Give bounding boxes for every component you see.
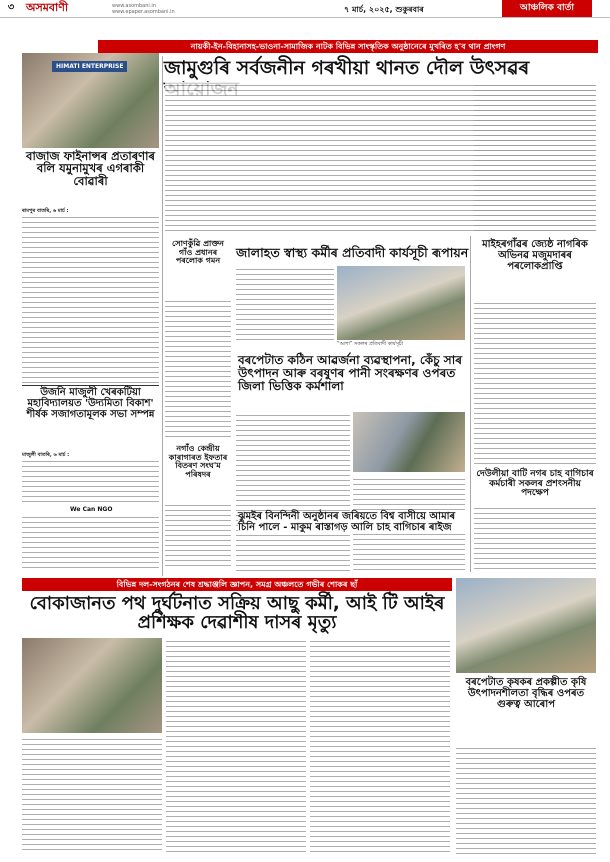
bihu-headline: ঝুমইৰ বিনন্দিনী অনুষ্ঠানৰ জৰিয়তে বিশ্ব বাসীয়ে আমাৰ চিনি পালে - মাকুম ৰাস্তাগড় আলি চাহ বাগিচাৰ ৰাইজ bbox=[238, 512, 466, 534]
left-byline-2: মাজুলী বাতৰি, ৬ মাৰ্চ : bbox=[22, 452, 70, 458]
bottom-headline: বোকাজানত পথ দুৰ্ঘটনাত সক্ৰিয় আছু কৰ্মী, আই টি আইৰ প্ৰশিক্ষক দেৱাশীষ দাসৰ মৃত্যু bbox=[29, 593, 445, 634]
left-headline-2: উজনি মাজুলী খেৰকটিয়া মহাবিদ্যালয়ত 'উদ্যমিতা বিকাশ' শীৰ্ষক সজাগতামূলক সভা সম্পন্ন bbox=[26, 387, 155, 420]
bottom-right-headline: বৰপেটাত কৃষকৰ প্ৰকল্পীত কৃষি উৎপাদনশীলতা বৃদ্ধিৰ ওপৰত গুৰুত্ব আৰোপ bbox=[465, 677, 587, 710]
protest-photo bbox=[337, 266, 465, 340]
right-headline-2: দেউলীয়া বাটি নগৰ চাহ বাগিচাৰ কৰ্মচাৰী সকলৰ প্ৰশংসনীয় পদক্ষেপ bbox=[474, 470, 596, 499]
crop-photo bbox=[456, 578, 596, 673]
right-headline-1: মাইহৰগাঁৱৰ জ্যেষ্ঠ নাগৰিক অভিনৱ মজুমদাৰৰ পৰলোকপ্ৰাপ্তি bbox=[474, 240, 596, 272]
column-rule bbox=[470, 236, 471, 572]
bottom-right-body bbox=[456, 745, 596, 854]
left-byline-1: ৰামপুৰ বাতৰি, ৬ মাৰ্চ : bbox=[22, 208, 69, 214]
right-body-top bbox=[474, 82, 596, 232]
section-title: আঞ্চলিক বাৰ্তা bbox=[502, 0, 592, 17]
lead-headline: জামুগুৰি সৰ্বজনীন গৰখীয়া থানত দৌল উৎসৱৰ bbox=[164, 57, 530, 79]
bottom-body-3 bbox=[310, 638, 450, 854]
inline-english-text: We Can NGO bbox=[70, 506, 113, 513]
right-body-2 bbox=[474, 505, 596, 572]
bottom-kicker: বিভিন্ন দল-সংগঠনৰ শেষ শ্ৰদ্ধাঞ্জলি জ্ঞাপন, সমগ্ৰ অঞ্চলতে গভীৰ শোকৰ ছাঁ bbox=[22, 578, 452, 591]
top-kicker: নায়কী-ইন-বিহানাসহ-ভাওনা-সামাজিক নাটক বিভিন্ন সাংস্কৃতিক অনুষ্ঠানেৰে মুখৰিত হ'ব থান প্ৰাংগণ bbox=[98, 40, 598, 53]
sidebar-body-1 bbox=[165, 298, 231, 440]
sidebar-headline-2: নগাঁও কেন্দ্ৰীয় কাৰাগাৰত ইফতাৰ বিতৰণ সংঘ'ম পৰিষদৰ bbox=[165, 445, 231, 480]
protest-photo-caption: “আশা” সকলৰ প্ৰতিবাদী কাৰ্যসূচী bbox=[337, 341, 465, 347]
sidebar-headline-1: সোণকুঁৱি প্ৰাক্তন গাঁও প্ৰধানৰ পৰলোক গমন bbox=[165, 240, 231, 266]
left-headline-1: বাজাজ ফাইনান্সৰ প্ৰতাৰণাৰ বলি যমুনামুখৰ এগৰাকী বোৱাৰী bbox=[26, 149, 155, 188]
left-body-1 bbox=[22, 214, 159, 384]
accident-photo bbox=[22, 638, 162, 733]
page-number: ৩ bbox=[7, 2, 15, 13]
newspaper-logo: অসমবাণী bbox=[26, 1, 69, 14]
left-body-2 bbox=[22, 458, 159, 506]
health-headline: জালাহত স্বাস্থ্য কৰ্মীৰ প্ৰতিবাদী কাৰ্যসূচী ৰূপায়ন bbox=[236, 246, 476, 260]
barpeta-headline: বৰপেটাত কঠিন আৱৰ্জনা ব্যৱস্থাপনা, কেঁচু সাৰ উৎপাদন আৰু বৰষুণৰ পানী সংৰক্ষণৰ ওপৰত জিলা ভিত্তিক কৰ্মশালা bbox=[238, 354, 466, 393]
sidebar-body-2 bbox=[165, 502, 231, 570]
column-rule bbox=[162, 56, 163, 576]
website-link[interactable]: www.asombani.in bbox=[112, 2, 156, 9]
bottom-body-1 bbox=[22, 736, 162, 854]
epaper-link[interactable]: www.epaper.asombani.in bbox=[112, 8, 175, 15]
divider bbox=[22, 385, 159, 386]
bottom-body-2 bbox=[166, 638, 306, 854]
left-body-3 bbox=[22, 514, 159, 572]
issue-date: ৭ মাৰ্চ, ২০২৫, শুকুৰবাৰ bbox=[344, 5, 424, 14]
barpeta-body-1 bbox=[236, 412, 350, 572]
website-block bbox=[112, 3, 175, 15]
health-body bbox=[236, 266, 334, 344]
page-header bbox=[0, 0, 610, 18]
finance-office-photo bbox=[22, 53, 159, 148]
right-body-1 bbox=[474, 300, 596, 468]
shop-sign: HIMATI ENTERPRISE bbox=[52, 61, 127, 72]
workshop-photo bbox=[353, 412, 465, 472]
